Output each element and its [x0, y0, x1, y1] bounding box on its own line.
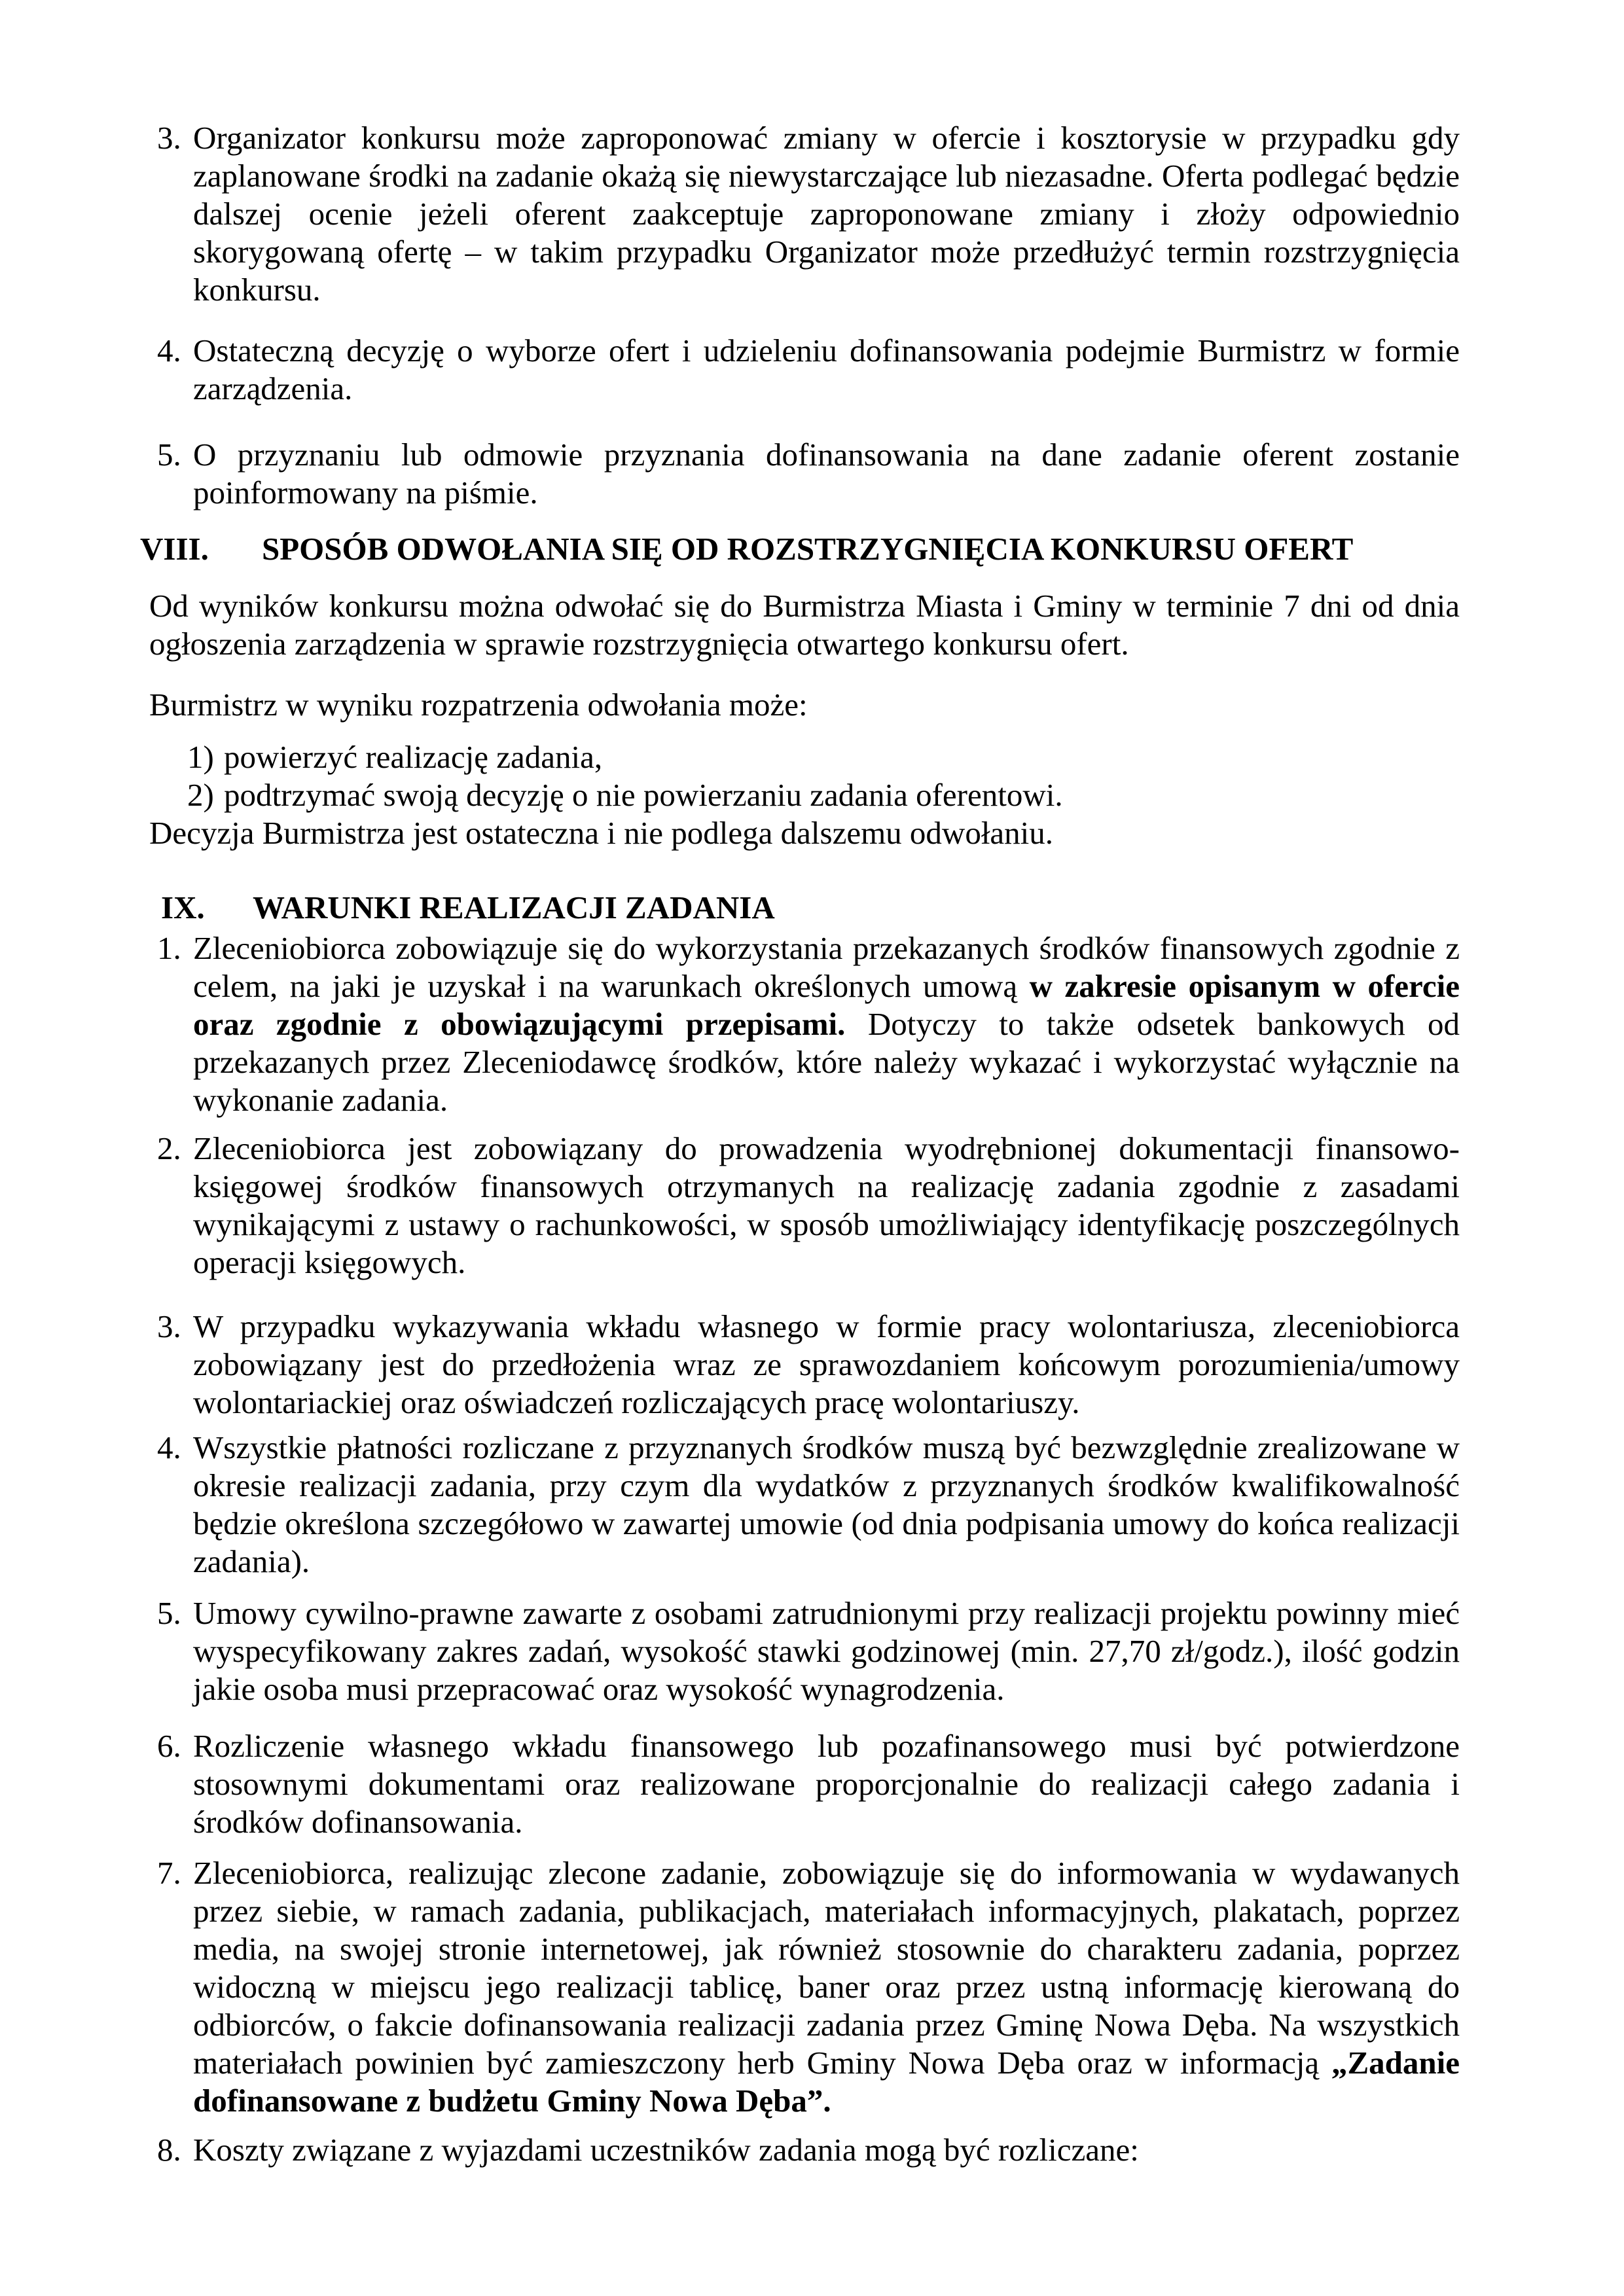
ix-item-text-before: Koszty związane z wyjazdami uczestników zadania mogą być rozliczane:	[193, 2132, 1139, 2168]
ix-item-text-before: Zleceniobiorca jest zobowiązany do prowadzenia wyodrębnionej dokumentacji finansowo-księgowej środków finansowych otrzymanych na realizację zadania zgodnie z zasadami wynikającymi z ustawy o rachunkowości, w sposób umożliwiający identyfikację poszczególnych operacji księgowych.	[193, 1130, 1460, 1280]
section-viii-heading	[140, 530, 1460, 568]
appeal-option-text: powierzyć realizację zadania,	[224, 739, 603, 775]
ix-item-text-before: Wszystkie płatności rozliczane z przyznanych środków muszą być bezwzględnie zrealizowane w okresie realizacji zadania, przy czym dla wydatków z przyznanych środków kwalifikowalność będzie określona szczegółowo w zawartej umowie (od dnia podpisania umowy do końca realizacji zadania).	[193, 1429, 1460, 1579]
ix-item-7	[157, 1854, 1460, 2120]
section-ix-title: WARUNKI REALIZACJI ZADANIA	[253, 889, 775, 925]
ix-item-text	[193, 1308, 1460, 1422]
ix-item-text	[193, 1130, 1460, 1282]
ix-item-3	[157, 1308, 1460, 1422]
ix-item-text	[193, 929, 1460, 1119]
ix-item-number: 7.	[157, 1855, 181, 1891]
ix-item-text-bold: „Zadanie dofinansowane z budżetu Gminy Nowa Dęba”.	[193, 2045, 1460, 2119]
section-ix-heading	[161, 889, 1460, 927]
list-item-4	[157, 332, 1460, 408]
ix-item-2	[157, 1130, 1460, 1282]
list-item-text: O przyznaniu lub odmowie przyznania dofinansowania na dane zadanie oferent zostanie poinformowany na piśmie.	[193, 437, 1460, 511]
ix-item-text-before: Rozliczenie własnego wkładu finansowego lub pozafinansowego musi być potwierdzone stosownymi dokumentami oraz realizowane proporcjonalnie do realizacji całego zadania i środków dofinansowania.	[193, 1728, 1460, 1840]
list-item-text: Ostateczną decyzję o wyborze ofert i udzieleniu dofinansowania podejmie Burmistrz w formie zarządzenia.	[193, 332, 1460, 406]
appeal-option-2	[187, 776, 1460, 814]
ix-item-text	[193, 1429, 1460, 1581]
list-item-number: 3.	[157, 120, 181, 156]
ix-item-text	[193, 1727, 1460, 1841]
ix-item-number: 8.	[157, 2132, 181, 2168]
ix-item-number: 6.	[157, 1728, 181, 1764]
ix-item-number: 5.	[157, 1595, 181, 1631]
ix-item-text-before: W przypadku wykazywania wkładu własnego w formie pracy wolontariusza, zleceniobiorca zobowiązany jest do przedłożenia wraz ze sprawozdaniem końcowym porozumienia/umowy wolontariackiej oraz oświadczeń rozliczających pracę wolontariuszy.	[193, 1308, 1460, 1420]
ix-item-8	[157, 2131, 1460, 2169]
list-item-number: 5.	[157, 437, 181, 473]
ix-item-4	[157, 1429, 1460, 1581]
section-viii-intro: Od wyników konkursu można odwołać się do Burmistrza Miasta i Gminy w terminie 7 dni od dnia ogłoszenia zarządzenia w sprawie rozstrzygnięcia otwartego konkursu ofert.	[149, 588, 1460, 662]
ix-item-text-before: Umowy cywilno-prawne zawarte z osobami zatrudnionymi przy realizacji projektu powinny mieć wyspecyfikowany zakres zadań, wysokość stawki godzinowej (min. 27,70 zł/godz.), ilość godzin jakie osoba musi przepracować oraz wysokość wynagrodzenia.	[193, 1595, 1460, 1707]
ix-item-5	[157, 1594, 1460, 1708]
ix-item-number: 2.	[157, 1130, 181, 1166]
section-ix-number: IX.	[161, 889, 205, 925]
ix-item-number: 3.	[157, 1308, 181, 1344]
ix-item-text	[193, 1594, 1460, 1708]
ix-item-text	[193, 2131, 1460, 2169]
list-item-number: 4.	[157, 332, 181, 368]
section-viii-title: SPOSÓB ODWOŁANIA SIĘ OD ROZSTRZYGNIĘCIA KONKURSU OFERT	[262, 531, 1354, 567]
ix-item-text-before: Zleceniobiorca, realizując zlecone zadanie, zobowiązuje się do informowania w wydawanych przez siebie, w ramach zadania, publikacjach, materiałach informacyjnych, plakatach, poprzez media, na swojej stronie internetowej, jak również stosownie do charakteru zadania, poprzez widoczną w miejscu jego realizacji tablicę, baner oraz przez ustną informację kierowaną do odbiorców, o fakcie dofinansowania realizacji zadania przez Gminę Nowa Dęba. Na wszystkich materiałach powinien być zamieszczony herb Gminy Nowa Dęba oraz w informacją	[193, 1855, 1460, 2081]
section-viii-number: VIII.	[140, 531, 209, 567]
appeal-option-1	[187, 738, 1460, 776]
appeal-option-number: 1)	[187, 739, 214, 775]
section-viii-closing: Decyzja Burmistrza jest ostateczna i nie podlega dalszemu odwołaniu.	[149, 815, 1054, 851]
appeal-lead-paragraph: Burmistrz w wyniku rozpatrzenia odwołania może:	[149, 687, 808, 723]
list-item-3	[157, 119, 1460, 309]
ix-item-text	[193, 1854, 1460, 2120]
ix-item-text-before: Zleceniobiorca zobowiązuje się do wykorzystania przekazanych środków finansowych zgodnie z celem, na jaki je uzyskał i na warunkach określonych umową	[193, 930, 1460, 1004]
ix-item-6	[157, 1727, 1460, 1841]
ix-item-text-after: Dotyczy to także odsetek bankowych od przekazanych przez Zleceniodawcę środków, które należy wykazać i wykorzystać wyłącznie na wykonanie zadania.	[193, 1006, 1460, 1118]
ix-item-text-bold: w zakresie opisanym w ofercie oraz zgodnie z obowiązującymi przepisami.	[193, 968, 1460, 1042]
list-item-text: Organizator konkursu może zaproponować zmiany w ofercie i kosztorysie w przypadku gdy zaplanowane środki na zadanie okażą się niewystarczające lub niezasadne. Oferta podlegać będzie dalszej ocenie jeżeli oferent zaakceptuje zaproponowane zmiany i złoży odpowiednio skorygowaną ofertę – w takim przypadku Organizator może przedłużyć termin rozstrzygnięcia konkursu.	[193, 120, 1460, 308]
appeal-option-text: podtrzymać swoją decyzję o nie powierzaniu zadania oferentowi.	[224, 777, 1063, 813]
list-item-5	[157, 436, 1460, 512]
ix-item-number: 4.	[157, 1429, 181, 1465]
ix-item-1	[157, 929, 1460, 1119]
appeal-option-number: 2)	[187, 777, 214, 813]
ix-item-number: 1.	[157, 930, 181, 966]
